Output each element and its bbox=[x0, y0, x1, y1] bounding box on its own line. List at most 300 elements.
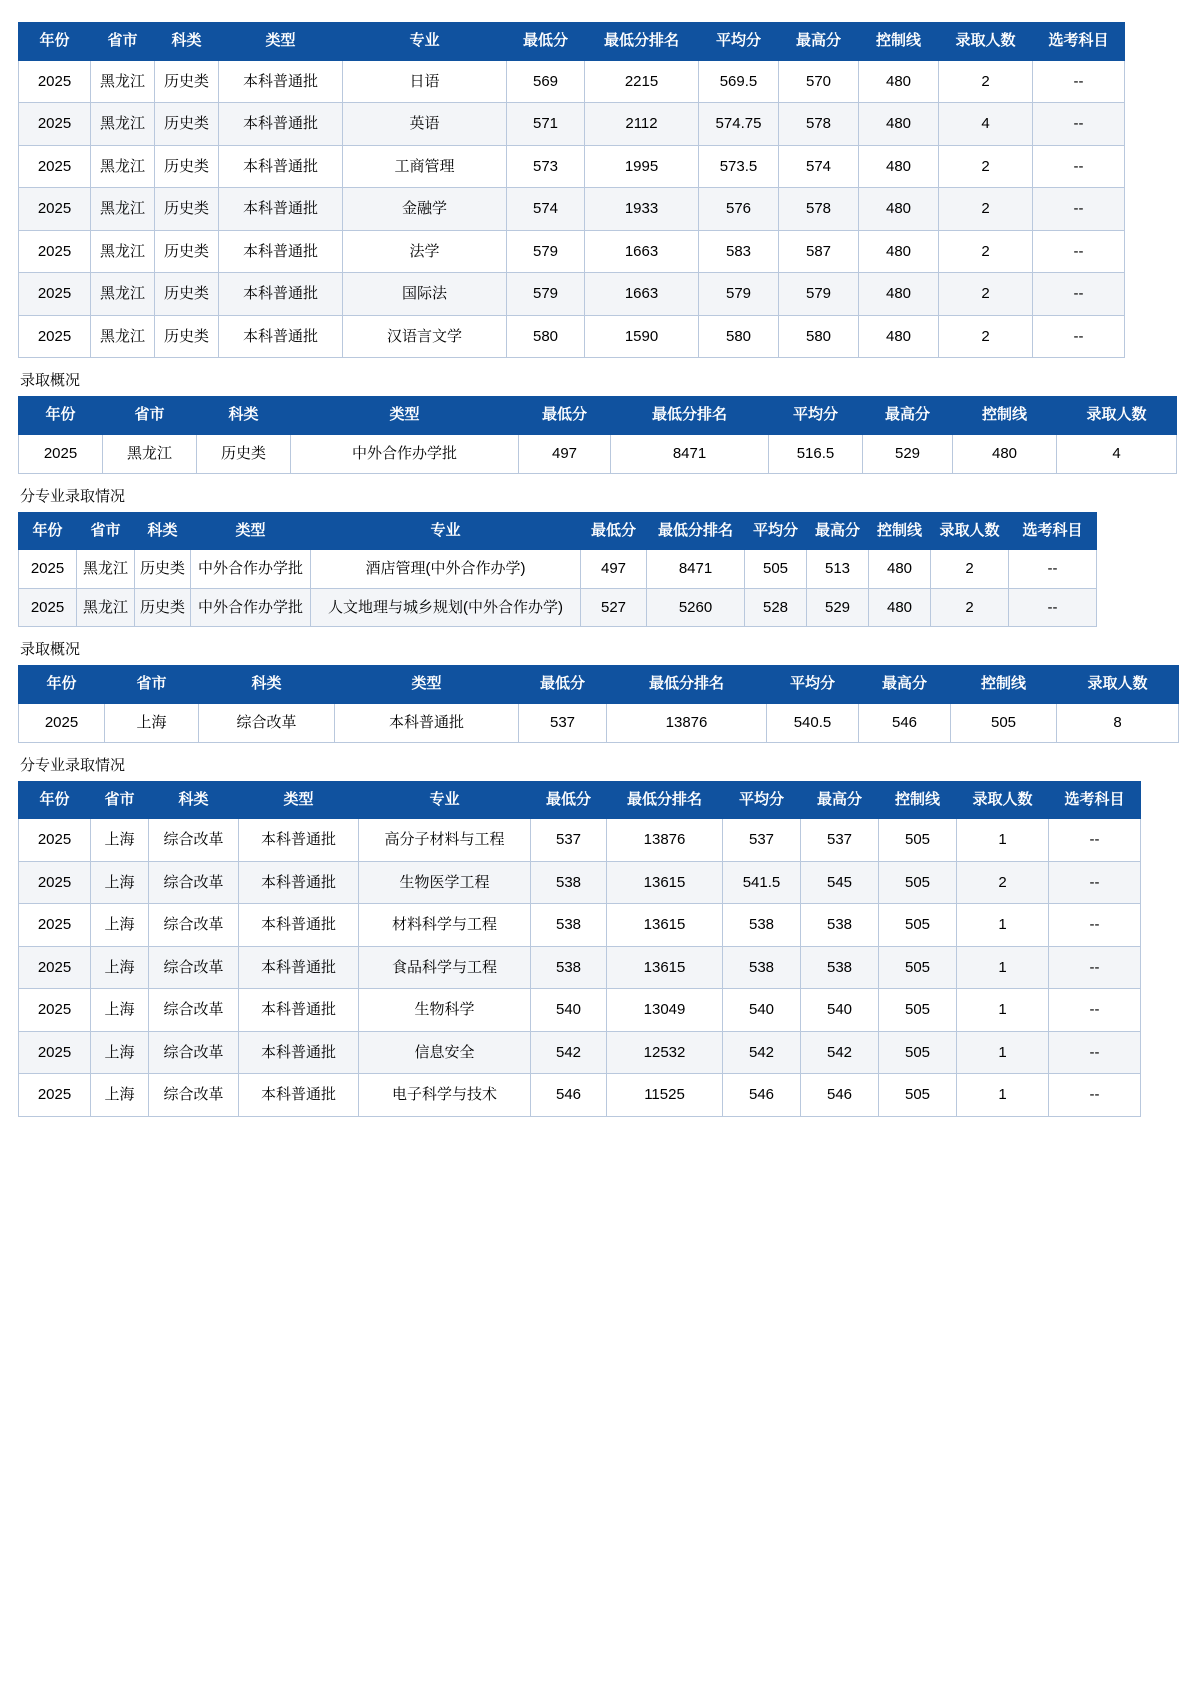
cell-enrolled: 1 bbox=[957, 819, 1049, 862]
cell-major: 材料科学与工程 bbox=[359, 904, 531, 947]
cell-max-score: 580 bbox=[779, 315, 859, 358]
cell-min-rank: 13615 bbox=[607, 946, 723, 989]
cell-year: 2025 bbox=[19, 145, 91, 188]
cell-max-score: 542 bbox=[801, 1031, 879, 1074]
cell-min-score: 573 bbox=[507, 145, 585, 188]
cell-elective: -- bbox=[1009, 588, 1097, 627]
cell-max-score: 529 bbox=[807, 588, 869, 627]
cell-major: 日语 bbox=[343, 60, 507, 103]
cell-category: 综合改革 bbox=[149, 1074, 239, 1117]
table-row bbox=[19, 946, 1141, 989]
cell-min-rank: 13876 bbox=[607, 704, 767, 743]
col-elective: 选考科目 bbox=[1049, 781, 1141, 819]
cell-enrolled: 1 bbox=[957, 946, 1049, 989]
cell-min-rank: 8471 bbox=[611, 435, 769, 474]
cell-avg-score: 528 bbox=[745, 588, 807, 627]
cell-elective: -- bbox=[1033, 103, 1125, 146]
cell-control-line: 480 bbox=[859, 145, 939, 188]
col-year: 年份 bbox=[19, 666, 105, 704]
col-control-line: 控制线 bbox=[951, 666, 1057, 704]
col-avg-score: 平均分 bbox=[767, 666, 859, 704]
table-header-row bbox=[19, 397, 1177, 435]
col-min-score: 最低分 bbox=[519, 397, 611, 435]
col-enrolled: 录取人数 bbox=[1057, 397, 1177, 435]
col-year: 年份 bbox=[19, 397, 103, 435]
cell-min-rank: 11525 bbox=[607, 1074, 723, 1117]
cell-min-score: 527 bbox=[581, 588, 647, 627]
cell-min-score: 542 bbox=[531, 1031, 607, 1074]
cell-elective: -- bbox=[1033, 315, 1125, 358]
cell-control-line: 480 bbox=[859, 273, 939, 316]
col-min-score: 最低分 bbox=[519, 666, 607, 704]
cell-province: 上海 bbox=[91, 946, 149, 989]
cell-type: 本科普通批 bbox=[219, 60, 343, 103]
cell-category: 历史类 bbox=[155, 60, 219, 103]
cell-elective: -- bbox=[1049, 946, 1141, 989]
col-year: 年份 bbox=[19, 781, 91, 819]
table-row bbox=[19, 550, 1097, 589]
cell-province: 黑龙江 bbox=[77, 550, 135, 589]
col-elective: 选考科目 bbox=[1009, 512, 1097, 550]
table-header-row bbox=[19, 781, 1141, 819]
col-avg-score: 平均分 bbox=[745, 512, 807, 550]
cell-province: 黑龙江 bbox=[103, 435, 197, 474]
cell-elective: -- bbox=[1049, 861, 1141, 904]
cell-year: 2025 bbox=[19, 989, 91, 1032]
cell-province: 上海 bbox=[91, 861, 149, 904]
col-control-line: 控制线 bbox=[869, 512, 931, 550]
cell-control-line: 480 bbox=[953, 435, 1057, 474]
cell-min-rank: 1590 bbox=[585, 315, 699, 358]
cell-major: 英语 bbox=[343, 103, 507, 146]
col-max-score: 最高分 bbox=[801, 781, 879, 819]
col-min-score: 最低分 bbox=[581, 512, 647, 550]
cell-max-score: 546 bbox=[859, 704, 951, 743]
cell-type: 本科普通批 bbox=[335, 704, 519, 743]
cell-year: 2025 bbox=[19, 188, 91, 231]
table-row bbox=[19, 273, 1125, 316]
cell-min-rank: 13876 bbox=[607, 819, 723, 862]
cell-major: 法学 bbox=[343, 230, 507, 273]
cell-avg-score: 542 bbox=[723, 1031, 801, 1074]
cell-control-line: 480 bbox=[859, 60, 939, 103]
cell-year: 2025 bbox=[19, 60, 91, 103]
cell-category: 综合改革 bbox=[149, 1031, 239, 1074]
cell-type: 本科普通批 bbox=[219, 273, 343, 316]
table-row bbox=[19, 861, 1141, 904]
cell-enrolled: 4 bbox=[939, 103, 1033, 146]
cell-category: 历史类 bbox=[135, 550, 191, 589]
cell-type: 中外合作办学批 bbox=[191, 588, 311, 627]
cell-avg-score: 579 bbox=[699, 273, 779, 316]
cell-province: 上海 bbox=[91, 904, 149, 947]
col-type: 类型 bbox=[239, 781, 359, 819]
cell-max-score: 538 bbox=[801, 946, 879, 989]
cell-min-rank: 13049 bbox=[607, 989, 723, 1032]
cell-min-rank: 2215 bbox=[585, 60, 699, 103]
cell-year: 2025 bbox=[19, 904, 91, 947]
cell-min-rank: 13615 bbox=[607, 904, 723, 947]
col-min-score: 最低分 bbox=[507, 23, 585, 61]
col-category: 科类 bbox=[155, 23, 219, 61]
col-enrolled: 录取人数 bbox=[931, 512, 1009, 550]
col-province: 省市 bbox=[77, 512, 135, 550]
cell-min-score: 537 bbox=[519, 704, 607, 743]
table-sh-overview bbox=[18, 665, 1179, 742]
cell-elective: -- bbox=[1049, 904, 1141, 947]
cell-type: 中外合作办学批 bbox=[191, 550, 311, 589]
col-major: 专业 bbox=[343, 23, 507, 61]
cell-major: 金融学 bbox=[343, 188, 507, 231]
cell-max-score: 538 bbox=[801, 904, 879, 947]
cell-province: 黑龙江 bbox=[91, 273, 155, 316]
cell-type: 本科普通批 bbox=[239, 1074, 359, 1117]
cell-type: 中外合作办学批 bbox=[291, 435, 519, 474]
cell-year: 2025 bbox=[19, 704, 105, 743]
cell-major: 生物医学工程 bbox=[359, 861, 531, 904]
cell-elective: -- bbox=[1049, 1031, 1141, 1074]
table-row bbox=[19, 819, 1141, 862]
cell-province: 上海 bbox=[105, 704, 199, 743]
cell-enrolled: 1 bbox=[957, 1074, 1049, 1117]
cell-enrolled: 2 bbox=[931, 550, 1009, 589]
cell-max-score: 574 bbox=[779, 145, 859, 188]
cell-control-line: 480 bbox=[869, 588, 931, 627]
cell-elective: -- bbox=[1049, 1074, 1141, 1117]
cell-control-line: 505 bbox=[879, 904, 957, 947]
col-major: 专业 bbox=[311, 512, 581, 550]
table-row bbox=[19, 145, 1125, 188]
cell-year: 2025 bbox=[19, 946, 91, 989]
cell-year: 2025 bbox=[19, 435, 103, 474]
cell-avg-score: 537 bbox=[723, 819, 801, 862]
cell-major: 汉语言文学 bbox=[343, 315, 507, 358]
col-max-score: 最高分 bbox=[779, 23, 859, 61]
cell-province: 上海 bbox=[91, 1074, 149, 1117]
cell-enrolled: 2 bbox=[939, 188, 1033, 231]
col-category: 科类 bbox=[199, 666, 335, 704]
cell-province: 上海 bbox=[91, 1031, 149, 1074]
cell-category: 综合改革 bbox=[149, 861, 239, 904]
col-min-rank: 最低分排名 bbox=[647, 512, 745, 550]
cell-enrolled: 1 bbox=[957, 989, 1049, 1032]
table-row bbox=[19, 1031, 1141, 1074]
cell-year: 2025 bbox=[19, 315, 91, 358]
cell-min-score: 580 bbox=[507, 315, 585, 358]
col-province: 省市 bbox=[91, 23, 155, 61]
cell-year: 2025 bbox=[19, 1031, 91, 1074]
cell-major: 高分子材料与工程 bbox=[359, 819, 531, 862]
table-hlj-detail-top bbox=[18, 22, 1125, 358]
cell-max-score: 540 bbox=[801, 989, 879, 1032]
table-row bbox=[19, 315, 1125, 358]
col-min-score: 最低分 bbox=[531, 781, 607, 819]
col-major: 专业 bbox=[359, 781, 531, 819]
cell-type: 本科普通批 bbox=[219, 145, 343, 188]
cell-enrolled: 2 bbox=[939, 60, 1033, 103]
table-row bbox=[19, 230, 1125, 273]
col-min-rank: 最低分排名 bbox=[607, 781, 723, 819]
cell-category: 历史类 bbox=[155, 315, 219, 358]
cell-enrolled: 2 bbox=[939, 315, 1033, 358]
cell-category: 历史类 bbox=[155, 188, 219, 231]
cell-year: 2025 bbox=[19, 103, 91, 146]
cell-enrolled: 8 bbox=[1057, 704, 1179, 743]
cell-control-line: 480 bbox=[869, 550, 931, 589]
section-label-by-major-hlj: 分专业录取情况 bbox=[20, 487, 126, 505]
col-min-rank: 最低分排名 bbox=[611, 397, 769, 435]
cell-type: 本科普通批 bbox=[219, 230, 343, 273]
cell-avg-score: 576 bbox=[699, 188, 779, 231]
cell-category: 历史类 bbox=[197, 435, 291, 474]
cell-elective: -- bbox=[1049, 819, 1141, 862]
cell-control-line: 505 bbox=[879, 989, 957, 1032]
cell-category: 综合改革 bbox=[149, 946, 239, 989]
cell-province: 黑龙江 bbox=[91, 315, 155, 358]
cell-min-rank: 12532 bbox=[607, 1031, 723, 1074]
col-category: 科类 bbox=[197, 397, 291, 435]
table-hlj-coop-detail bbox=[18, 512, 1097, 628]
cell-enrolled: 2 bbox=[931, 588, 1009, 627]
cell-min-rank: 1995 bbox=[585, 145, 699, 188]
table-row bbox=[19, 904, 1141, 947]
cell-province: 黑龙江 bbox=[91, 103, 155, 146]
col-year: 年份 bbox=[19, 23, 91, 61]
cell-min-rank: 1663 bbox=[585, 230, 699, 273]
cell-min-score: 538 bbox=[531, 861, 607, 904]
cell-elective: -- bbox=[1049, 989, 1141, 1032]
cell-type: 本科普通批 bbox=[219, 103, 343, 146]
cell-min-rank: 1663 bbox=[585, 273, 699, 316]
cell-category: 综合改革 bbox=[149, 904, 239, 947]
col-control-line: 控制线 bbox=[879, 781, 957, 819]
cell-year: 2025 bbox=[19, 588, 77, 627]
cell-year: 2025 bbox=[19, 1074, 91, 1117]
cell-year: 2025 bbox=[19, 550, 77, 589]
cell-enrolled: 2 bbox=[957, 861, 1049, 904]
cell-elective: -- bbox=[1033, 145, 1125, 188]
cell-max-score: 545 bbox=[801, 861, 879, 904]
cell-max-score: 578 bbox=[779, 103, 859, 146]
table-header-row bbox=[19, 512, 1097, 550]
cell-type: 本科普通批 bbox=[239, 904, 359, 947]
cell-max-score: 513 bbox=[807, 550, 869, 589]
col-max-score: 最高分 bbox=[863, 397, 953, 435]
table-header-row bbox=[19, 666, 1179, 704]
section-label-overview-hlj: 录取概况 bbox=[20, 372, 81, 390]
cell-category: 综合改革 bbox=[199, 704, 335, 743]
cell-control-line: 480 bbox=[859, 230, 939, 273]
cell-category: 历史类 bbox=[155, 273, 219, 316]
cell-province: 黑龙江 bbox=[91, 230, 155, 273]
cell-year: 2025 bbox=[19, 861, 91, 904]
col-category: 科类 bbox=[135, 512, 191, 550]
section-label-by-major-sh: 分专业录取情况 bbox=[20, 756, 126, 774]
cell-avg-score: 573.5 bbox=[699, 145, 779, 188]
col-province: 省市 bbox=[105, 666, 199, 704]
col-control-line: 控制线 bbox=[859, 23, 939, 61]
cell-category: 综合改革 bbox=[149, 989, 239, 1032]
cell-min-score: 546 bbox=[531, 1074, 607, 1117]
cell-avg-score: 569.5 bbox=[699, 60, 779, 103]
cell-control-line: 505 bbox=[951, 704, 1057, 743]
cell-year: 2025 bbox=[19, 819, 91, 862]
cell-enrolled: 2 bbox=[939, 230, 1033, 273]
cell-min-score: 579 bbox=[507, 230, 585, 273]
cell-avg-score: 538 bbox=[723, 904, 801, 947]
col-type: 类型 bbox=[335, 666, 519, 704]
cell-category: 综合改革 bbox=[149, 819, 239, 862]
cell-min-score: 571 bbox=[507, 103, 585, 146]
cell-enrolled: 1 bbox=[957, 1031, 1049, 1074]
table-row bbox=[19, 60, 1125, 103]
cell-avg-score: 541.5 bbox=[723, 861, 801, 904]
cell-control-line: 505 bbox=[879, 1074, 957, 1117]
cell-year: 2025 bbox=[19, 273, 91, 316]
cell-min-score: 579 bbox=[507, 273, 585, 316]
cell-year: 2025 bbox=[19, 230, 91, 273]
col-avg-score: 平均分 bbox=[769, 397, 863, 435]
col-enrolled: 录取人数 bbox=[939, 23, 1033, 61]
cell-min-rank: 8471 bbox=[647, 550, 745, 589]
cell-province: 黑龙江 bbox=[91, 188, 155, 231]
cell-control-line: 505 bbox=[879, 946, 957, 989]
cell-min-score: 569 bbox=[507, 60, 585, 103]
cell-avg-score: 580 bbox=[699, 315, 779, 358]
cell-major: 国际法 bbox=[343, 273, 507, 316]
table-row bbox=[19, 989, 1141, 1032]
cell-min-rank: 5260 bbox=[647, 588, 745, 627]
section-label-overview-sh: 录取概况 bbox=[20, 641, 81, 659]
cell-control-line: 505 bbox=[879, 861, 957, 904]
cell-province: 黑龙江 bbox=[91, 145, 155, 188]
cell-max-score: 546 bbox=[801, 1074, 879, 1117]
cell-enrolled: 2 bbox=[939, 145, 1033, 188]
cell-category: 历史类 bbox=[155, 230, 219, 273]
col-type: 类型 bbox=[219, 23, 343, 61]
cell-avg-score: 574.75 bbox=[699, 103, 779, 146]
col-type: 类型 bbox=[291, 397, 519, 435]
col-control-line: 控制线 bbox=[953, 397, 1057, 435]
cell-type: 本科普通批 bbox=[239, 946, 359, 989]
cell-max-score: 570 bbox=[779, 60, 859, 103]
col-min-rank: 最低分排名 bbox=[607, 666, 767, 704]
cell-avg-score: 546 bbox=[723, 1074, 801, 1117]
cell-major: 酒店管理(中外合作办学) bbox=[311, 550, 581, 589]
table-row bbox=[19, 103, 1125, 146]
cell-max-score: 578 bbox=[779, 188, 859, 231]
cell-min-rank: 2112 bbox=[585, 103, 699, 146]
cell-min-score: 537 bbox=[531, 819, 607, 862]
cell-type: 本科普通批 bbox=[219, 188, 343, 231]
col-elective: 选考科目 bbox=[1033, 23, 1125, 61]
table-sh-detail bbox=[18, 781, 1141, 1117]
cell-avg-score: 516.5 bbox=[769, 435, 863, 474]
col-avg-score: 平均分 bbox=[699, 23, 779, 61]
col-min-rank: 最低分排名 bbox=[585, 23, 699, 61]
table-row bbox=[19, 188, 1125, 231]
cell-min-score: 538 bbox=[531, 946, 607, 989]
cell-control-line: 480 bbox=[859, 315, 939, 358]
cell-type: 本科普通批 bbox=[239, 861, 359, 904]
cell-enrolled: 4 bbox=[1057, 435, 1177, 474]
cell-avg-score: 583 bbox=[699, 230, 779, 273]
cell-province: 上海 bbox=[91, 819, 149, 862]
cell-control-line: 480 bbox=[859, 103, 939, 146]
cell-min-rank: 13615 bbox=[607, 861, 723, 904]
cell-category: 历史类 bbox=[155, 145, 219, 188]
cell-major: 电子科学与技术 bbox=[359, 1074, 531, 1117]
cell-min-rank: 1933 bbox=[585, 188, 699, 231]
col-province: 省市 bbox=[103, 397, 197, 435]
cell-avg-score: 540.5 bbox=[767, 704, 859, 743]
cell-type: 本科普通批 bbox=[219, 315, 343, 358]
cell-elective: -- bbox=[1033, 273, 1125, 316]
cell-major: 生物科学 bbox=[359, 989, 531, 1032]
col-year: 年份 bbox=[19, 512, 77, 550]
table-header-row bbox=[19, 23, 1125, 61]
cell-province: 黑龙江 bbox=[91, 60, 155, 103]
table-row bbox=[19, 704, 1179, 743]
cell-control-line: 505 bbox=[879, 1031, 957, 1074]
cell-min-score: 574 bbox=[507, 188, 585, 231]
cell-avg-score: 505 bbox=[745, 550, 807, 589]
cell-major: 工商管理 bbox=[343, 145, 507, 188]
cell-max-score: 587 bbox=[779, 230, 859, 273]
table-row bbox=[19, 435, 1177, 474]
table-row bbox=[19, 588, 1097, 627]
cell-type: 本科普通批 bbox=[239, 1031, 359, 1074]
col-type: 类型 bbox=[191, 512, 311, 550]
cell-enrolled: 1 bbox=[957, 904, 1049, 947]
col-avg-score: 平均分 bbox=[723, 781, 801, 819]
cell-max-score: 529 bbox=[863, 435, 953, 474]
cell-province: 黑龙江 bbox=[77, 588, 135, 627]
cell-enrolled: 2 bbox=[939, 273, 1033, 316]
cell-category: 历史类 bbox=[155, 103, 219, 146]
table-hlj-overview bbox=[18, 396, 1177, 473]
cell-avg-score: 540 bbox=[723, 989, 801, 1032]
cell-avg-score: 538 bbox=[723, 946, 801, 989]
col-max-score: 最高分 bbox=[807, 512, 869, 550]
cell-province: 上海 bbox=[91, 989, 149, 1032]
cell-min-score: 497 bbox=[519, 435, 611, 474]
cell-major: 食品科学与工程 bbox=[359, 946, 531, 989]
cell-elective: -- bbox=[1033, 188, 1125, 231]
cell-elective: -- bbox=[1033, 230, 1125, 273]
cell-major: 人文地理与城乡规划(中外合作办学) bbox=[311, 588, 581, 627]
cell-control-line: 480 bbox=[859, 188, 939, 231]
cell-min-score: 540 bbox=[531, 989, 607, 1032]
col-enrolled: 录取人数 bbox=[1057, 666, 1179, 704]
cell-max-score: 579 bbox=[779, 273, 859, 316]
col-province: 省市 bbox=[91, 781, 149, 819]
cell-control-line: 505 bbox=[879, 819, 957, 862]
cell-elective: -- bbox=[1033, 60, 1125, 103]
cell-elective: -- bbox=[1009, 550, 1097, 589]
cell-type: 本科普通批 bbox=[239, 989, 359, 1032]
cell-min-score: 538 bbox=[531, 904, 607, 947]
col-max-score: 最高分 bbox=[859, 666, 951, 704]
cell-category: 历史类 bbox=[135, 588, 191, 627]
cell-type: 本科普通批 bbox=[239, 819, 359, 862]
table-row bbox=[19, 1074, 1141, 1117]
cell-min-score: 497 bbox=[581, 550, 647, 589]
col-category: 科类 bbox=[149, 781, 239, 819]
cell-major: 信息安全 bbox=[359, 1031, 531, 1074]
cell-max-score: 537 bbox=[801, 819, 879, 862]
col-enrolled: 录取人数 bbox=[957, 781, 1049, 819]
